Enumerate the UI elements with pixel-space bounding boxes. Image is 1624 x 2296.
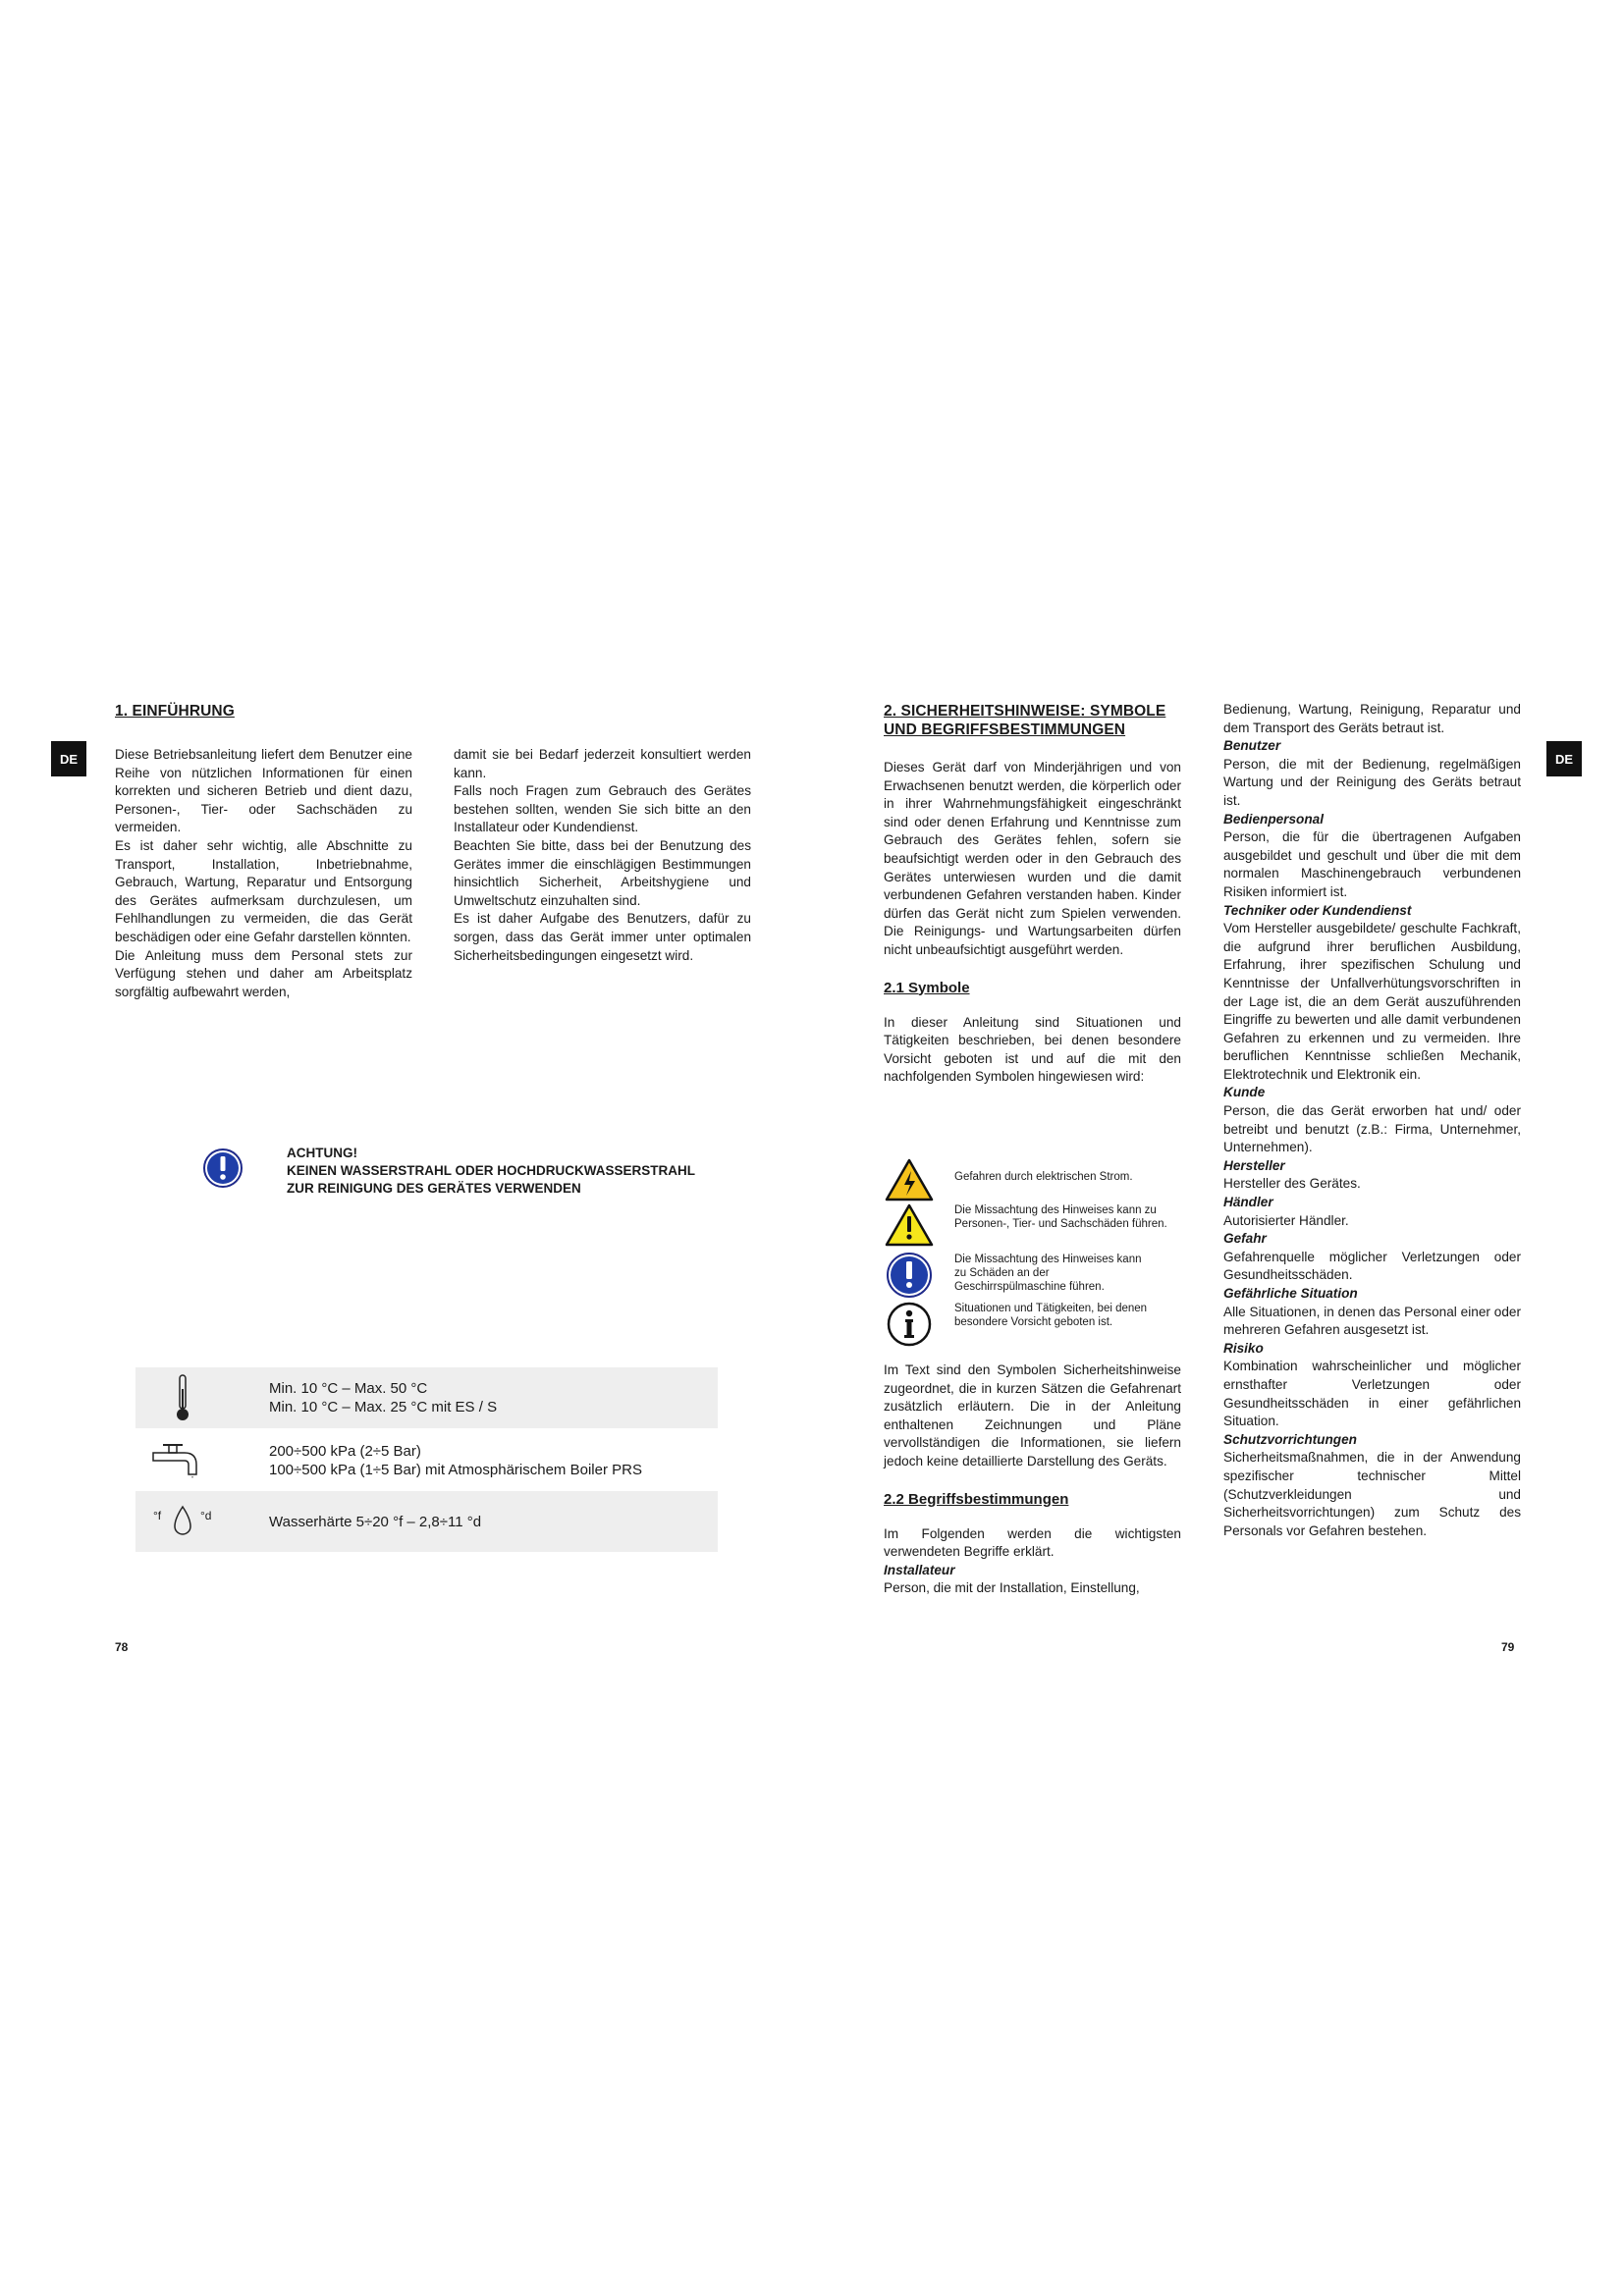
- intro-paragraph: Die Anleitung muss dem Personal stets zur Verfügung stehen und daher am Arbeitsplatz sorgfältig aufbewahrt werden,: [115, 947, 412, 999]
- spec-temperature-text: Min. 10 °C – Max. 50 °C Min. 10 °C – Max. 25 °C mit ES / S: [269, 1380, 498, 1415]
- safety-column-1-lower: [884, 1362, 1181, 1598]
- term-definition: Gefahrenquelle möglicher Verletzungen oder Gesundheitsschäden.: [1223, 1249, 1521, 1283]
- term-label: Gefährliche Situation: [1223, 1286, 1358, 1301]
- symbol-row: [884, 1302, 1161, 1347]
- section-heading-introduction: 1. EINFÜHRUNG: [115, 703, 235, 720]
- intro-column-2: [454, 746, 751, 965]
- symbol-row: [884, 1253, 1151, 1298]
- terms-heading: 2.2 Begriffsbestimmungen: [884, 1490, 1069, 1508]
- unit-f: °f: [153, 1509, 162, 1522]
- unit-d: °d: [200, 1509, 212, 1522]
- thermometer-icon: [135, 1373, 230, 1422]
- intro-paragraph: Es ist daher sehr wichtig, alle Abschnitte zu Transport, Installation, Inbetriebnahme, Gebrauch, Wartung, Reparatur und Entsorgung des Gerätes aufmerksam durchzulesen, um Fehlhandlungen zu vermeiden, die das Gerät beschädigen oder eine Gefahr darstellen könnten.: [115, 837, 412, 944]
- term-definition: Alle Situationen, in denen das Personal einer oder mehreren Gefahren ausgesetzt ist.: [1223, 1304, 1521, 1338]
- term-definition: Bedienung, Wartung, Reinigung, Reparatur und dem Transport des Geräts betraut ist.: [1223, 702, 1521, 735]
- term-label: Gefahr: [1223, 1231, 1267, 1247]
- term-label: Schutzvorrichtungen: [1223, 1431, 1357, 1447]
- electric-hazard-icon: [884, 1158, 935, 1201]
- intro-column-1: [115, 746, 412, 1001]
- term-label: Techniker oder Kundendienst: [1223, 902, 1412, 918]
- term-definition: Sicherheitsmaßnahmen, die in der Anwendung spezifischer technischer Mittel (Schutzverkleidungen und Sicherheitsvorrichtungen) zum Schutz des Personals vor Gefahren bestehen.: [1223, 1450, 1521, 1538]
- warning-text: [287, 1145, 758, 1198]
- mandatory-icon: [884, 1253, 935, 1298]
- term-label: Händler: [1223, 1195, 1273, 1210]
- term-definition: Kombination wahrscheinlicher und möglicher ernsthafter Verletzungen oder Gesundheitsschäden in einer gefährlichen Situation.: [1223, 1359, 1521, 1429]
- term-definition: Hersteller des Gerätes.: [1223, 1176, 1361, 1192]
- warning-title: ACHTUNG!: [287, 1146, 357, 1160]
- general-warning-icon: [884, 1203, 935, 1247]
- symbol-text: Die Missachtung des Hinweises kann zu Schäden an der Geschirrspülmaschine führen.: [954, 1254, 1142, 1293]
- term-definition: Person, die mit der Installation, Einstellung,: [884, 1580, 1140, 1596]
- spec-hardness-text: Wasserhärte 5÷20 °f – 2,8÷11 °d: [269, 1513, 482, 1530]
- term-definition: Person, die das Gerät erworben hat und/ oder betreibt und benutzt (z.B.: Firma, Unternehmer, Unternehmen).: [1223, 1103, 1521, 1155]
- term-definition: Autorisierter Händler.: [1223, 1212, 1349, 1228]
- term-definition: Vom Hersteller ausgebildete/ geschulte Fachkraft, die aufgrund ihrer beruflichen Ausbildung, Erfahrung, ihrer spezifischen Schulung und Kenntnisse der Unfallverhütungsvorschriften in der Lage ist, die an dem Gerät auszuführenden Eingriffe zu bewerten und alle damit verbundenen Gefahren zu erkennen und zu vermeiden. Ihre beruflichen Kenntnisse schließen Mechanik, Elektrotechnik und Elektronik ein.: [1223, 921, 1521, 1082]
- term-label: Benutzer: [1223, 738, 1281, 754]
- definitions-column: [1223, 701, 1521, 1540]
- term-label: Kunde: [1223, 1085, 1266, 1100]
- symbol-text: Die Missachtung des Hinweises kann zu Personen-, Tier- und Sachschäden führen.: [954, 1204, 1167, 1230]
- spec-row-pressure: [135, 1432, 718, 1489]
- intro-paragraph: Es ist daher Aufgabe des Benutzers, dafür zu sorgen, dass das Gerät immer unter optimalen Sicherheitsbedingungen eingesetzt wird.: [454, 911, 751, 963]
- term-label: Hersteller: [1223, 1157, 1285, 1173]
- safety-intro: Dieses Gerät darf von Minderjährigen und von Erwachsenen benutzt werden, die körperlich oder in ihrer Wahrnehmungsfähigkeit eingeschränkt sind oder denen Erfahrung und Kenntnisse zum Gebrauch des Gerätes fehlen, sofern sie beaufsichtigt werden oder in den Gebrauch des Gerätes unterwiesen wurden und die damit verbundenen Gefahren verstanden haben. Kinder dürfen das Gerät nicht zum Spielen verwenden. Die Reinigungs- und Wartungsarbeiten dürfen nicht unbeaufsichtigt ausgeführt werden.: [884, 760, 1181, 957]
- symbol-row: [884, 1158, 1133, 1201]
- water-tap-icon: [135, 1443, 230, 1478]
- symbol-text: Gefahren durch elektrischen Strom.: [954, 1171, 1133, 1183]
- safety-column-1: [884, 759, 1181, 1087]
- warning-line: KEINEN WASSERSTRAHL ODER HOCHDRUCKWASSERSTRAHL: [287, 1163, 696, 1178]
- symbols-outro: Im Text sind den Symbolen Sicherheitshinweise zugeordnet, die in kurzen Sätzen die Gefahrenart zusätzlich erläutern. Die in der Anleitung enthaltenen Zeichnungen und Pläne vervollständigen die Informationen, sie liefern jedoch keine detaillierte Darstellung des Geräts.: [884, 1362, 1181, 1468]
- symbol-row: [884, 1203, 1180, 1247]
- section-heading-safety: 2. SICHERHEITSHINWEISE: SYMBOLE UND BEGRIFFSBESTIMMUNGEN: [884, 703, 1166, 738]
- language-tab-right: DE: [1546, 741, 1582, 776]
- terms-intro: Im Folgenden werden die wichtigsten verwendeten Begriffe erklärt.: [884, 1525, 1181, 1560]
- spec-row-hardness: [135, 1491, 718, 1552]
- term-label: Installateur: [884, 1562, 955, 1577]
- term-label: Risiko: [1223, 1340, 1264, 1356]
- page-number-left: 78: [115, 1640, 129, 1654]
- symbol-text: Situationen und Tätigkeiten, bei denen besondere Vorsicht geboten ist.: [954, 1303, 1148, 1328]
- spec-pressure-text: 200÷500 kPa (2÷5 Bar) 100÷500 kPa (1÷5 Bar) mit Atmosphärischem Boiler PRS: [269, 1443, 642, 1478]
- intro-paragraph: damit sie bei Bedarf jederzeit konsultiert werden kann.: [454, 747, 751, 780]
- term-definition: Person, die mit der Bedienung, regelmäßigen Wartung und der Reinigung des Geräts betraut ist.: [1223, 756, 1521, 808]
- language-tab-left: DE: [51, 741, 86, 776]
- symbols-intro: In dieser Anleitung sind Situationen und Tätigkeiten beschrieben, bei denen besondere Vorsicht geboten ist und auf die mit den nachfolgenden Symbolen hingewiesen wird:: [884, 1014, 1181, 1085]
- intro-paragraph: Beachten Sie bitte, dass bei der Benutzung des Gerätes immer die einschlägigen Bestimmungen hinsichtlich Sicherheit, Arbeitshygiene und Umweltschutz einzuhalten sind.: [454, 837, 751, 908]
- term-label: Bedienpersonal: [1223, 811, 1324, 827]
- intro-paragraph: Diese Betriebsanleitung liefert dem Benutzer eine Reihe von nützlichen Informationen für einen korrekten und sicheren Betrieb und dient dazu, Personen-, Tier- oder Sachschäden zu vermeiden.: [115, 747, 412, 835]
- mandatory-icon: [203, 1148, 243, 1193]
- intro-paragraph: Falls noch Fragen zum Gebrauch des Gerätes bestehen sollten, wenden Sie sich bitte an den Installateur oder Kundendienst.: [454, 783, 751, 835]
- page-number-right: 79: [1501, 1640, 1515, 1654]
- info-icon: [884, 1302, 935, 1347]
- spec-row-temperature: [135, 1367, 718, 1428]
- warning-line: ZUR REINIGUNG DES GERÄTES VERWENDEN: [287, 1181, 581, 1196]
- term-definition: Person, die für die übertragenen Aufgaben ausgebildet und geschult und über die mit dem normalen Maschinengebrauch verbundenen Risiken informiert ist.: [1223, 829, 1521, 899]
- water-drop-icon: [135, 1505, 230, 1538]
- symbols-heading: 2.1 Symbole: [884, 979, 970, 996]
